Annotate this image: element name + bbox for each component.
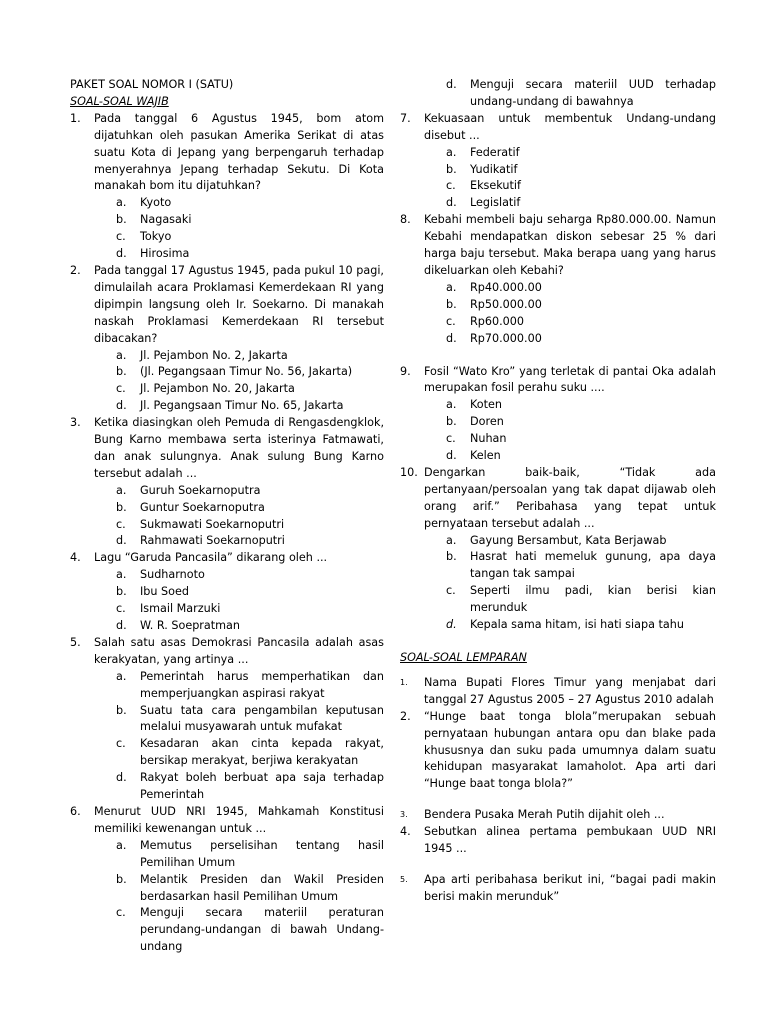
section-title-wajib: SOAL-SOAL WAJIB — [70, 94, 169, 108]
question-1 — [70, 111, 384, 196]
option-letter: d. — [116, 399, 127, 413]
option-text: Ibu Soed — [140, 585, 189, 599]
option-text: Sudharnoto — [140, 568, 205, 582]
option-letter: d. — [446, 618, 457, 632]
question-text: Fosil “Wato Kro” yang terletak di pantai Oka adalah merupakan fosil perahu suku .... — [424, 364, 716, 395]
question-5 — [70, 635, 384, 669]
option-text: Jl. Pejambon No. 2, Jakarta — [140, 348, 288, 362]
option-text: Kyoto — [140, 196, 172, 210]
option-text: Melantik Presiden dan Wakil Presiden berdasarkan hasil Pemilihan Umum — [140, 872, 384, 903]
option — [400, 162, 716, 179]
option — [70, 483, 384, 500]
section-title-lemparan: SOAL-SOAL LEMPARAN — [400, 651, 527, 664]
option — [400, 533, 716, 550]
question-number: 4. — [400, 825, 411, 839]
option-text: Suatu tata cara pengambilan keputusan melalui musyawarah untuk mufakat — [140, 703, 384, 734]
question-text: Sebutkan alinea pertama pembukaan UUD NRI 1945 ... — [424, 825, 716, 856]
question-4 — [70, 550, 384, 567]
option-text: Rp50.000.00 — [470, 297, 542, 311]
option-letter: d. — [116, 247, 127, 261]
option — [70, 872, 384, 906]
question-number: 3. — [400, 810, 408, 820]
option-text: Kesadaran akan cinta kepada rakyat, bersikap merakyat, berjiwa kerakyatan — [140, 737, 384, 768]
option-text: Kelen — [470, 449, 501, 463]
option-letter: c. — [446, 432, 456, 446]
option-text: W. R. Soepratman — [140, 619, 240, 632]
option — [70, 517, 384, 534]
option-letter: b. — [446, 550, 457, 564]
option-letter: d. — [116, 534, 127, 548]
option-text: Seperti ilmu padi, kian berisi kian merunduk — [470, 584, 716, 615]
option-letter: b. — [116, 365, 127, 379]
question-10 — [400, 465, 716, 533]
spacer — [400, 858, 716, 872]
option-text: (Jl. Pegangsaan Timur No. 56, Jakarta) — [140, 365, 353, 379]
option-letter: a. — [116, 838, 127, 852]
option-letter: c. — [116, 737, 126, 751]
option-letter: b. — [116, 213, 127, 227]
option-text: Rp40.000.00 — [470, 280, 542, 294]
option — [70, 398, 384, 415]
option-letter: a. — [116, 348, 127, 362]
lemparan-question-3 — [400, 807, 716, 824]
question-text: Dengarkan baik-baik, “Tidak ada pertanyaan/persoalan yang tak dapat dijawab oleh orang arif.” Peribahasa yang tepat untuk pernyataan tersebut adalah ... — [424, 465, 716, 530]
option-text: Guruh Soekarnoputra — [140, 483, 261, 497]
option-letter: a. — [446, 533, 457, 547]
option — [400, 397, 716, 414]
option-text: Pemerintah harus memperhatikan dan memperjuangkan aspirasi rakyat — [140, 669, 384, 700]
question-text: Pada tanggal 17 Agustus 1945, pada pukul 10 pagi, dimulailah acara Proklamasi Kemerdekaan RI yang dipimpin langsung oleh Ir. Soekarno. Di manakah naskah Proklamasi Kemerdekaan RI tersebut dibacakan? — [94, 263, 384, 345]
option-text: Hirosima — [140, 247, 190, 261]
question-number: 4. — [70, 551, 81, 565]
option — [70, 584, 384, 601]
option — [70, 838, 384, 872]
question-number: 1. — [400, 677, 408, 687]
option — [70, 601, 384, 618]
option-letter: c. — [116, 906, 126, 920]
question-7 — [400, 111, 716, 145]
option-text: Ismail Marzuki — [140, 602, 221, 616]
option — [70, 567, 384, 584]
option — [70, 533, 384, 550]
option-text: Rakyat boleh berbuat apa saja terhadap Pemerintah — [140, 771, 384, 802]
left-column — [70, 77, 384, 956]
page-heading: PAKET SOAL NOMOR I (SATU) — [70, 78, 234, 91]
option — [70, 229, 384, 246]
option-letter: a. — [446, 280, 457, 294]
right-column — [400, 77, 716, 906]
question-number: 9. — [400, 364, 411, 378]
question-number: 6. — [70, 804, 81, 818]
option-letter: c. — [446, 179, 456, 193]
option-letter: d. — [116, 771, 127, 785]
question-number: 2. — [400, 709, 411, 723]
option-letter: a. — [116, 568, 127, 582]
option-text: Memutus perselisihan tentang hasil Pemilihan Umum — [140, 838, 384, 869]
option — [400, 195, 716, 212]
option — [400, 549, 716, 583]
option-letter: c. — [446, 314, 456, 328]
question-text: Apa arti peribahasa berikut ini, “bagai padi makin berisi makin merunduk” — [424, 872, 716, 903]
option-letter: a. — [446, 145, 457, 159]
spacer — [400, 348, 716, 364]
option — [400, 280, 716, 297]
question-number: 5. — [70, 635, 81, 649]
option-letter: a. — [116, 196, 127, 210]
option-letter: c. — [116, 602, 126, 616]
option — [70, 669, 384, 703]
option — [70, 381, 384, 398]
option-text: Eksekutif — [470, 179, 521, 193]
option — [70, 905, 384, 956]
option — [400, 448, 716, 465]
question-number: 2. — [70, 263, 81, 277]
option-letter: d. — [446, 78, 457, 91]
option — [70, 618, 384, 635]
question-text: Kekuasaan untuk membentuk Undang-undang disebut ... — [424, 111, 716, 142]
question-number: 7. — [400, 111, 411, 125]
option-letter: b. — [446, 162, 457, 176]
option-letter: d. — [446, 449, 457, 463]
option-text: Gayung Bersambut, Kata Berjawab — [470, 533, 667, 547]
question-text: Nama Bupati Flores Timur yang menjabat dari tanggal 27 Agustus 2005 – 27 Agustus 2010 adalah — [424, 675, 716, 706]
option-letter: c. — [116, 230, 126, 244]
option — [400, 583, 716, 617]
question-number: 8. — [400, 213, 411, 227]
option-letter: c. — [116, 382, 126, 396]
option — [400, 178, 716, 195]
option-text: Doren — [470, 415, 504, 429]
option — [70, 736, 384, 770]
option-text: Jl. Pegangsaan Timur No. 65, Jakarta — [140, 399, 344, 413]
option — [400, 331, 716, 348]
option — [400, 617, 716, 634]
option — [400, 314, 716, 331]
option-letter: b. — [116, 872, 127, 886]
option-text: Federatif — [470, 145, 520, 159]
option-letter: b. — [116, 703, 127, 717]
option-letter: c. — [446, 584, 456, 598]
option-text: Rp70.000.00 — [470, 331, 542, 345]
question-text: Menurut UUD NRI 1945, Mahkamah Konstitusi memiliki kewenangan untuk ... — [94, 804, 384, 835]
question-text: Kebahi membeli baju seharga Rp80.000.00. Namun Kebahi mendapatkan diskon sebesar 25 % dari harga baju tersebut. Maka berapa uang yang harus dikeluarkan oleh Kebahi? — [424, 213, 716, 277]
option-text: Guntur Soekarnoputra — [140, 500, 265, 514]
option — [70, 770, 384, 804]
option-text: Nuhan — [470, 432, 507, 446]
option-text: Menguji secara materiil peraturan perundang-undangan di bawah Undang-undang — [140, 906, 384, 954]
option-text: Hasrat hati memeluk gunung, apa daya tangan tak sampai — [470, 550, 716, 581]
option-text: Yudikatif — [470, 162, 518, 176]
question-2 — [70, 263, 384, 348]
option-text: Koten — [470, 398, 502, 412]
option — [70, 246, 384, 263]
question-text: Lagu “Garuda Pancasila” dikarang oleh ... — [94, 551, 328, 565]
option-text: Menguji secara materiil UUD terhadap undang-undang di bawahnya — [470, 78, 716, 108]
question-9 — [400, 364, 716, 398]
question-text: Bendera Pusaka Merah Putih dijahit oleh ... — [424, 808, 665, 822]
question-text: Ketika diasingkan oleh Pemuda di Rengasdengklok, Bung Karno membawa serta isterinya Fatmawati, dan anak sulungnya. Anak sulung Bung Karno tersebut adalah ... — [94, 416, 384, 480]
question-number: 3. — [70, 416, 81, 430]
option — [400, 297, 716, 314]
question-number: 5. — [400, 874, 408, 884]
option-letter: b. — [446, 297, 457, 311]
option-q6-continued — [400, 77, 716, 111]
spacer — [400, 793, 716, 807]
option-text: Rp60.000 — [470, 314, 525, 328]
spacer — [400, 667, 716, 675]
option-letter: b. — [116, 500, 127, 514]
question-text: Pada tanggal 6 Agustus 1945, bom atom dijatuhkan oleh pasukan Amerika Serikat di atas suatu Kota di Jepang yang berpengaruh terhadap menyerahnya Jepang terhadap Sekutu. Di Kota manakah bom itu dijatuhkan? — [94, 111, 384, 193]
question-number: 10. — [400, 465, 418, 479]
lemparan-question-5 — [400, 872, 716, 906]
lemparan-question-1 — [400, 675, 716, 709]
question-8 — [400, 212, 716, 280]
option-text: Sukmawati Soekarnoputri — [140, 517, 285, 531]
question-6 — [70, 804, 384, 838]
option-text: Legislatif — [470, 196, 521, 210]
option — [70, 212, 384, 229]
lemparan-question-2 — [400, 709, 716, 794]
question-text: Salah satu asas Demokrasi Pancasila adalah asas kerakyatan, yang artinya ... — [94, 635, 384, 666]
option-text: Kepala sama hitam, isi hati siapa tahu — [470, 618, 684, 632]
question-3 — [70, 415, 384, 483]
option — [400, 145, 716, 162]
option-letter: d. — [116, 619, 127, 632]
option-letter: c. — [116, 517, 126, 531]
option — [70, 364, 384, 381]
option — [70, 500, 384, 517]
option-letter: a. — [116, 669, 127, 683]
lemparan-question-4 — [400, 824, 716, 858]
option-letter: a. — [116, 483, 127, 497]
option — [70, 348, 384, 365]
option — [70, 703, 384, 737]
option — [400, 414, 716, 431]
option-text: Nagasaki — [140, 213, 192, 227]
option — [400, 431, 716, 448]
question-number: 1. — [70, 111, 81, 125]
question-text: “Hunge baat tonga blola”merupakan sebuah pernyataan hubungan antara opu dan blake pada khususnya dan suku pada umumnya dalam suatu kehidupan masyarakat lamaholot. Apa arti dari “Hunge baat tonga blola?” — [424, 709, 716, 791]
option-letter: b. — [446, 415, 457, 429]
option-text: Tokyo — [140, 230, 172, 244]
spacer — [400, 634, 716, 650]
option-letter: b. — [116, 585, 127, 599]
option-letter: d. — [446, 196, 457, 210]
option — [70, 195, 384, 212]
option-text: Jl. Pejambon No. 20, Jakarta — [140, 382, 295, 396]
option-letter: d. — [446, 331, 457, 345]
option-letter: a. — [446, 398, 457, 412]
option-text: Rahmawati Soekarnoputri — [140, 534, 285, 548]
